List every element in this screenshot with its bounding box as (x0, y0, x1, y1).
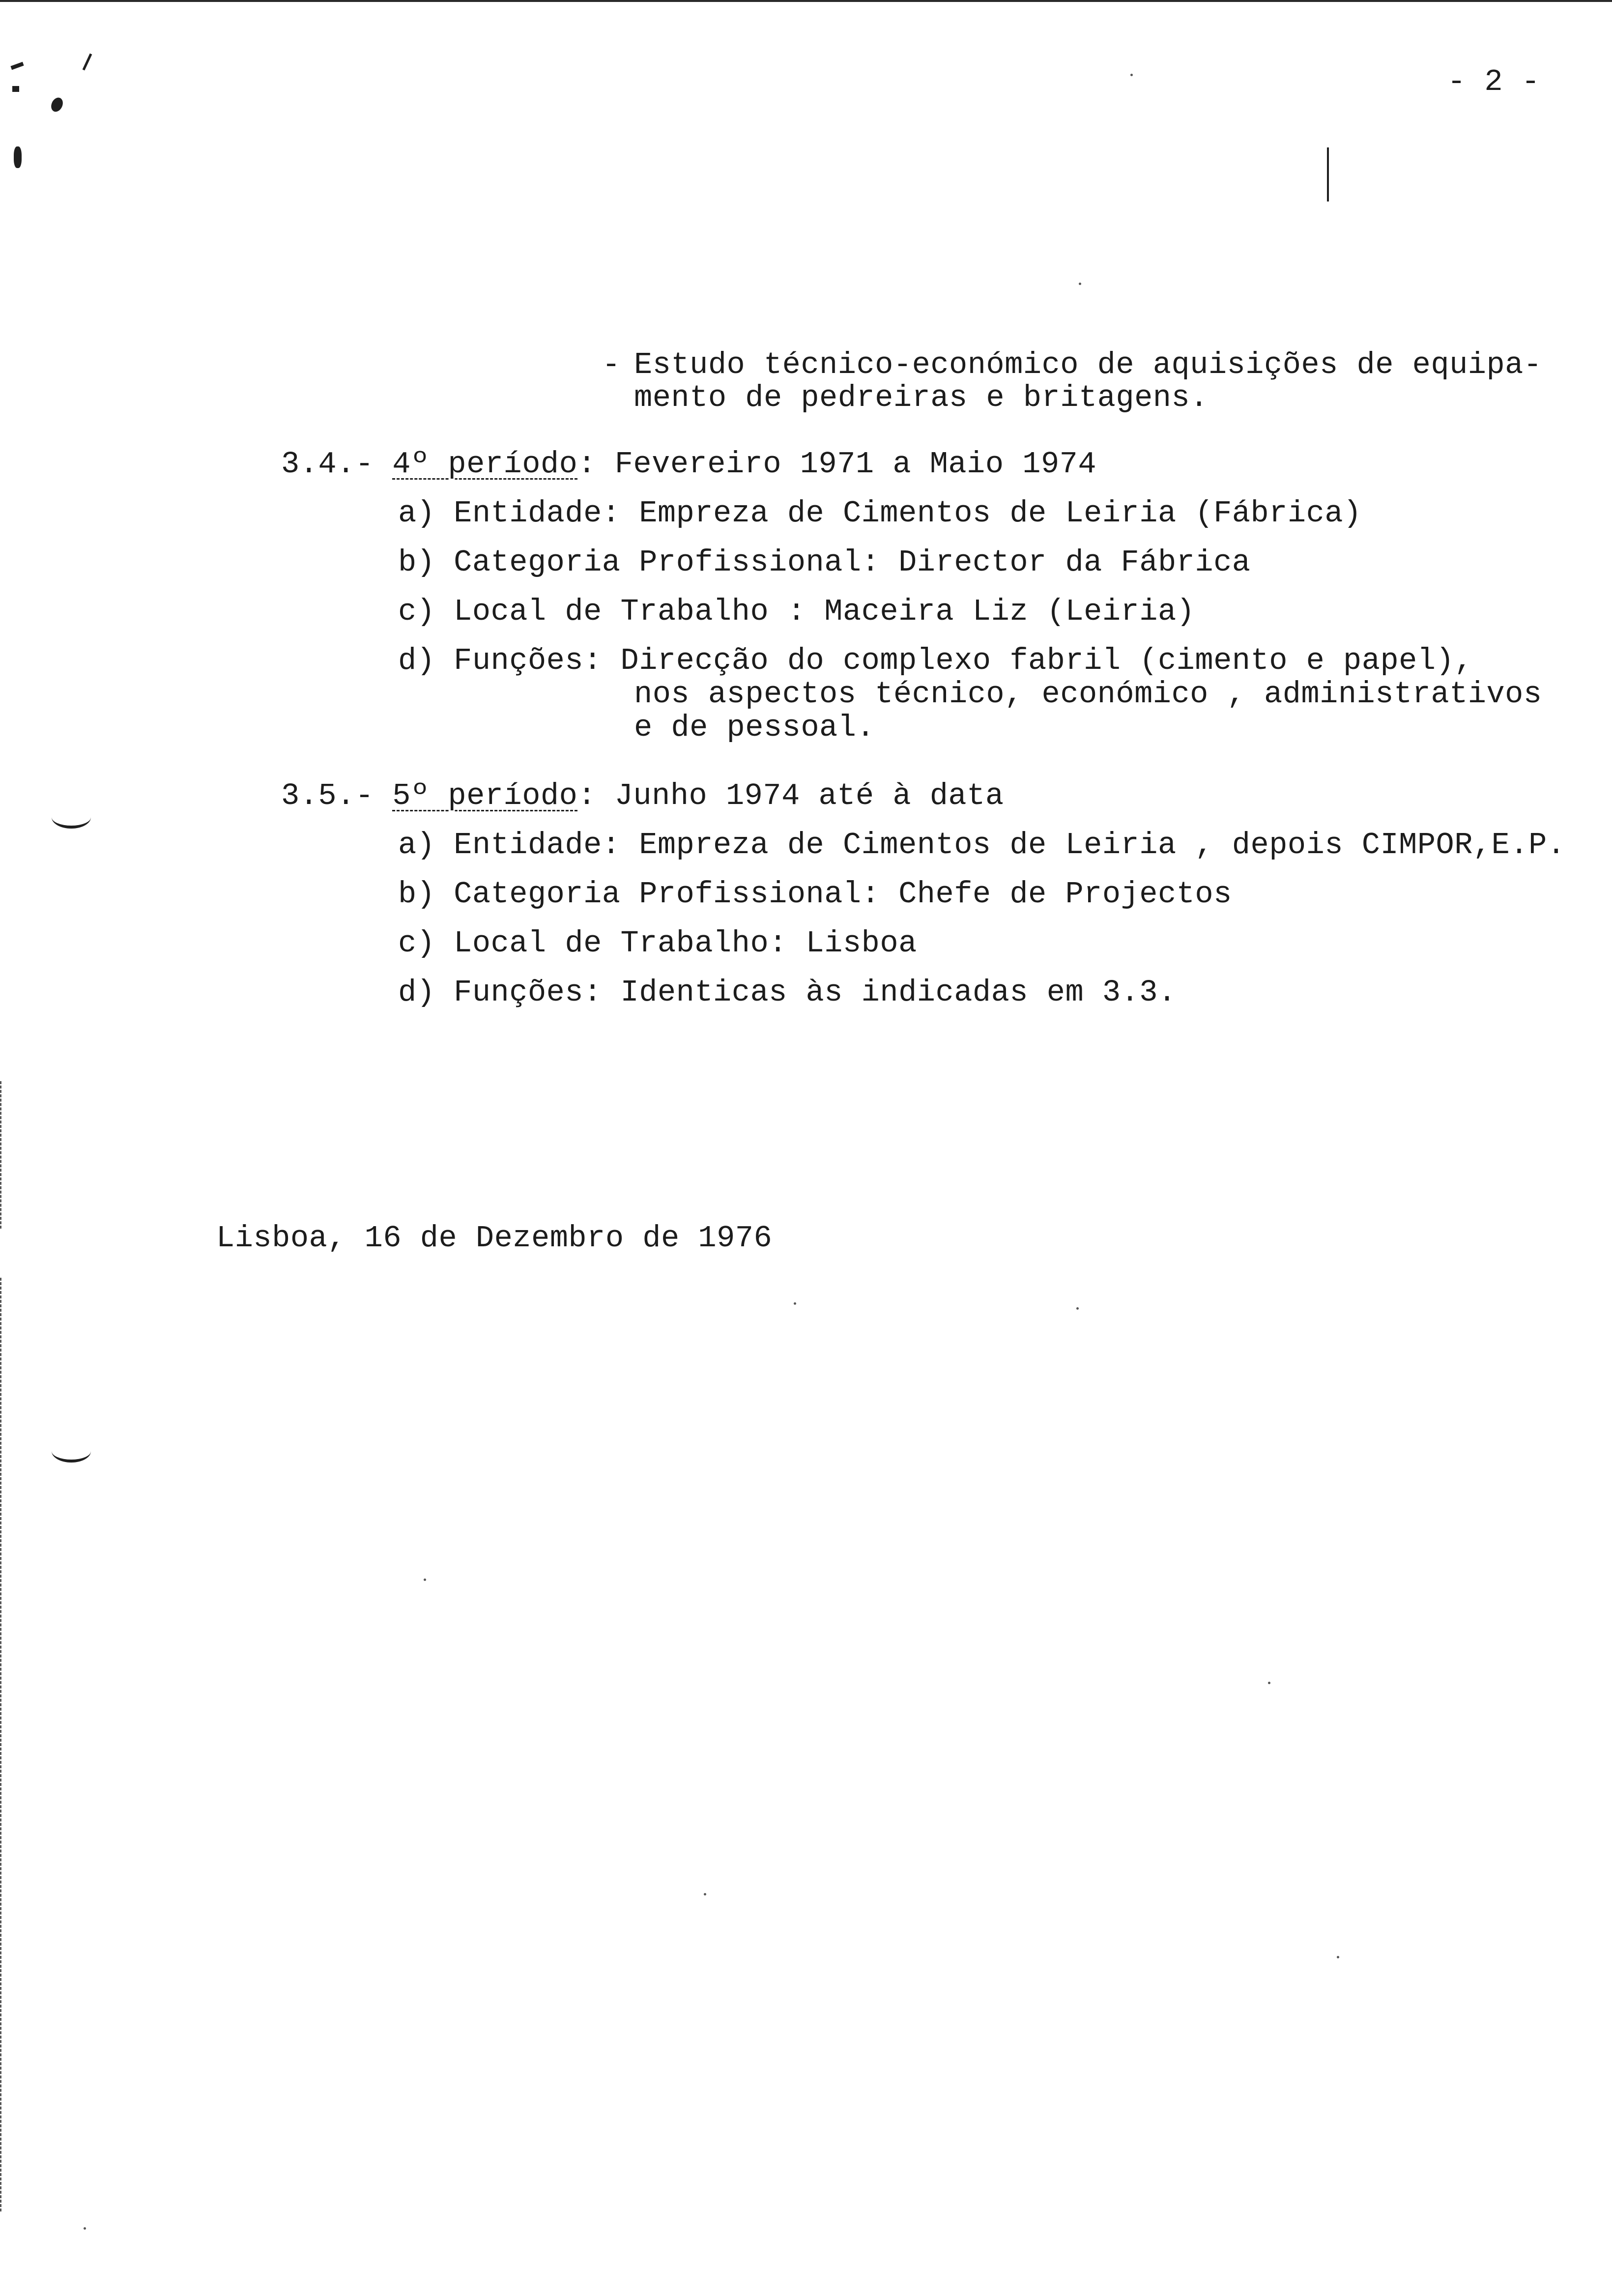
section-3-5-heading (281, 779, 1004, 813)
item-text: Categoria Profissional: Director da Fábrica (454, 545, 1251, 580)
binder-hole-mark (52, 806, 91, 829)
scan-mark (83, 54, 92, 71)
section-3-4-period-label: 4º período (392, 447, 578, 482)
item-prefix: a) (398, 828, 435, 862)
signature-line: Lisboa, 16 de Dezembro de 1976 (216, 1221, 773, 1256)
scan-speck (1076, 1307, 1079, 1310)
scan-speck (1130, 74, 1133, 76)
scan-edge (0, 1278, 3, 2211)
scan-speck (1079, 283, 1081, 285)
section-3-5-item-c (398, 926, 917, 961)
scan-speck (424, 1578, 426, 1581)
section-3-5-number: 3.5.- (281, 778, 374, 813)
section-3-5-period-value: : Junho 1974 até à data (577, 778, 1004, 813)
section-3-4-item-d (398, 644, 1473, 678)
page-number: - 2 - (1447, 64, 1540, 99)
item-text: Local de Trabalho: Lisboa (454, 926, 917, 961)
section-3-5-item-b (398, 877, 1232, 912)
item-prefix: b) (398, 545, 435, 580)
scan-speck (704, 1893, 706, 1895)
section-3-4-heading (281, 447, 1096, 482)
item-prefix: c) (398, 594, 435, 629)
item-text: Categoria Profissional: Chefe de Projectos (454, 877, 1232, 912)
scan-mark (10, 62, 24, 70)
item-prefix: d) (398, 975, 435, 1010)
scan-mark (49, 96, 65, 114)
item-text: Entidade: Empreza de Cimentos de Leiria (Fábrica) (454, 496, 1362, 531)
top-border-line (0, 0, 1612, 2)
scan-edge (0, 1081, 3, 1229)
item-prefix: a) (398, 496, 435, 531)
section-3-5-item-d (398, 976, 1177, 1010)
item-prefix: d) (398, 643, 435, 678)
section-3-4-item-a (398, 496, 1362, 531)
binder-hole-mark (52, 1440, 91, 1463)
scan-mark (12, 86, 19, 92)
item-text: Funções: Identicas às indicadas em 3.3. (454, 975, 1177, 1010)
section-3-4-number: 3.4.- (281, 447, 374, 482)
item-prefix: b) (398, 877, 435, 912)
section-3-4-item-b (398, 545, 1251, 580)
item-text: Local de Trabalho : Maceira Liz (Leiria) (454, 594, 1195, 629)
item-text: Funções: Direcção do complexo fabril (cimento e papel), (454, 643, 1473, 678)
scan-mark (14, 146, 22, 168)
section-3-4-funcoes-continuation-2: e de pessoal. (634, 710, 875, 745)
section-3-5-period-label: 5º período (392, 778, 578, 813)
scan-vertical-stroke (1327, 147, 1329, 201)
scan-speck (794, 1302, 796, 1305)
section-3-5-item-a (398, 828, 1566, 862)
scan-speck (1268, 1682, 1270, 1684)
scan-speck (1337, 1956, 1339, 1958)
intro-bullet-marker: - (602, 347, 621, 382)
item-text: Entidade: Empreza de Cimentos de Leiria , depois CIMPOR,E.P. (454, 828, 1566, 862)
section-3-4-period-value: : Fevereiro 1971 a Maio 1974 (577, 447, 1097, 482)
section-3-4-funcoes-continuation-1: nos aspectos técnico, económico , administrativos (634, 677, 1542, 712)
section-3-4-item-c (398, 595, 1195, 629)
scan-speck (84, 2227, 86, 2230)
intro-bullet-line2: mento de pedreiras e britagens. (634, 380, 1209, 415)
intro-bullet-line1: Estudo técnico-económico de aquisições de equipa- (634, 347, 1542, 382)
item-prefix: c) (398, 926, 435, 961)
